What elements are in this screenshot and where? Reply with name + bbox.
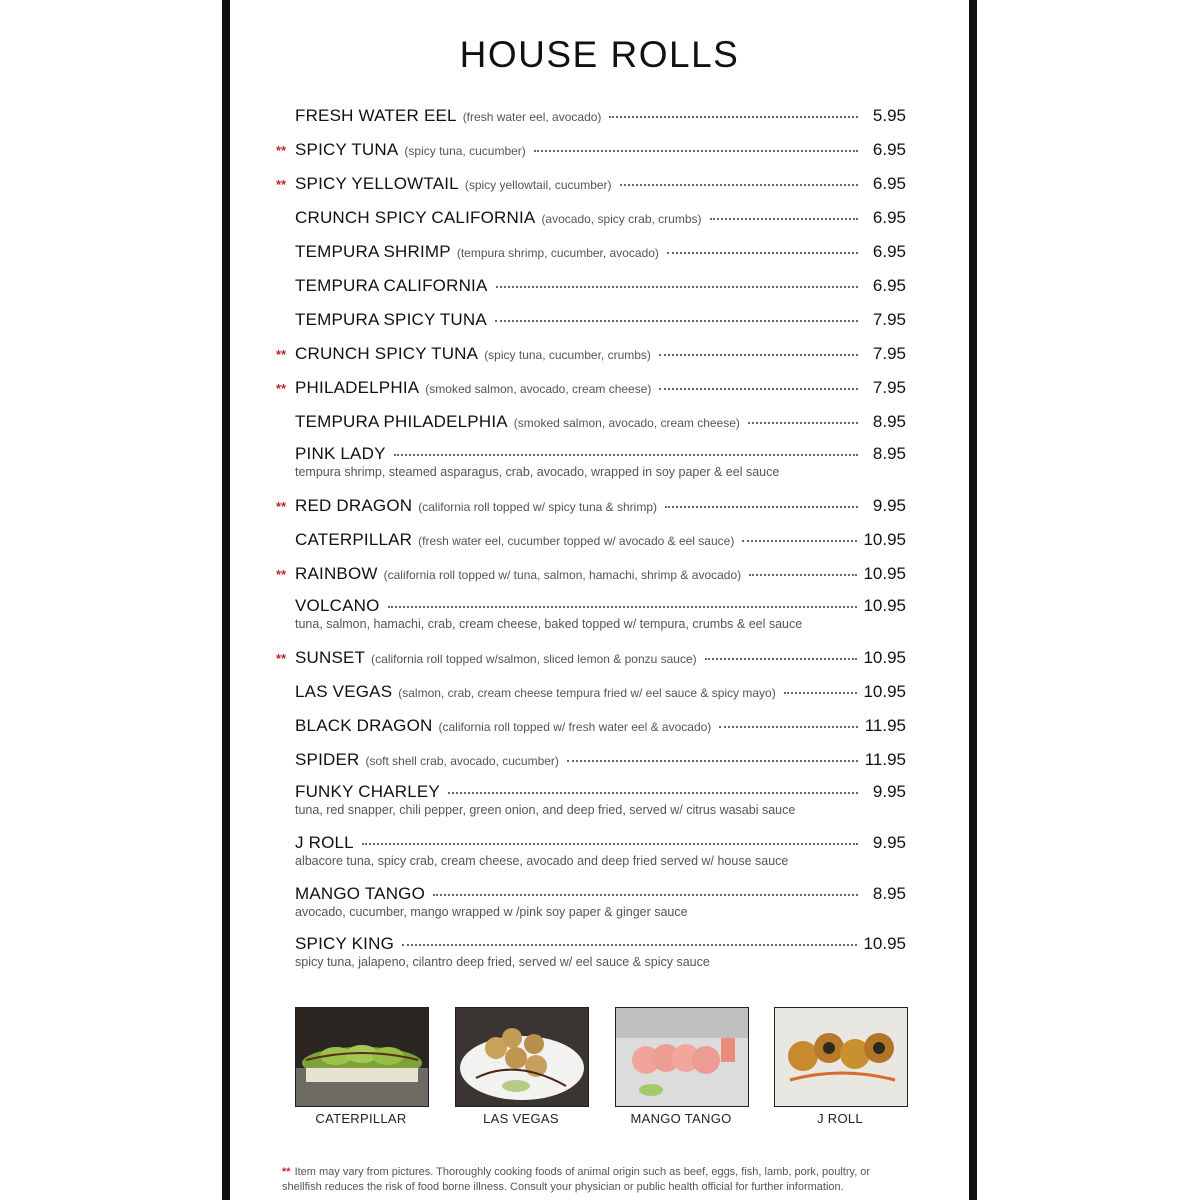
dot-leader: [710, 217, 859, 220]
menu-item-name: CATERPILLAR: [295, 530, 413, 549]
dot-leader: [448, 791, 858, 794]
menu-item-line: [276, 444, 906, 464]
menu-item-name: LAS VEGAS: [295, 682, 393, 701]
menu-item-price: 9.95: [872, 496, 906, 515]
photo-las-vegas: [455, 1007, 589, 1107]
menu-item-line: [276, 833, 906, 853]
menu-item: [276, 648, 906, 668]
menu-item-name: CRUNCH SPICY CALIFORNIA: [295, 208, 536, 227]
dot-leader: [394, 453, 858, 456]
menu-item-ingredients: (smoked salmon, avocado, cream cheese): [425, 382, 652, 396]
dot-leader: [620, 183, 858, 186]
menu-item-price: 7.95: [872, 310, 906, 329]
dot-leader: [402, 943, 857, 946]
menu-item-name: SUNSET: [295, 648, 366, 667]
spicy-marker: **: [276, 381, 287, 396]
dot-leader: [496, 285, 858, 288]
menu-item-name: TEMPURA PHILADELPHIA: [295, 412, 508, 431]
menu-item-line: [276, 682, 906, 702]
menu-item-price: 9.95: [872, 833, 906, 852]
dot-leader: [667, 251, 858, 254]
menu-item-line: [276, 412, 906, 432]
photo-caption: LAS VEGAS: [483, 1111, 559, 1126]
dot-leader: [495, 319, 858, 322]
menu-item-description: tuna, red snapper, chili pepper, green onion, and deep fried, served w/ citrus wasabi sauce: [295, 803, 796, 817]
footnote-stars: **: [282, 1166, 291, 1178]
menu-item: [276, 444, 906, 479]
menu-item: [276, 310, 906, 330]
menu-item: [276, 750, 906, 770]
menu-item-name: SPICY TUNA: [295, 140, 399, 159]
menu-item-ingredients: (soft shell crab, avocado, cucumber): [365, 754, 559, 768]
menu-item-price: 9.95: [872, 782, 906, 801]
menu-item-name: CRUNCH SPICY TUNA: [295, 344, 479, 363]
menu-item-line: [276, 716, 906, 736]
photo-mango-tango: [615, 1007, 749, 1107]
dot-leader: [659, 353, 858, 356]
menu-item-price: 8.95: [872, 884, 906, 903]
menu-item-ingredients: (california roll topped w/ fresh water eel & avocado): [438, 720, 712, 734]
menu-item-price: 11.95: [864, 750, 906, 769]
menu-border-right: [969, 0, 977, 1200]
menu-item-line: [276, 344, 906, 364]
spicy-marker: **: [276, 651, 287, 666]
menu-border-left: [222, 0, 230, 1200]
menu-item-price: 11.95: [864, 716, 906, 735]
menu-item: [276, 564, 906, 584]
menu-item-name: TEMPURA SPICY TUNA: [295, 310, 487, 329]
menu-item-price: 5.95: [872, 106, 906, 125]
menu-item: [276, 833, 906, 868]
menu-item-price: 8.95: [872, 412, 906, 431]
menu-item-ingredients: (spicy tuna, cucumber, crumbs): [484, 348, 651, 362]
menu-item-ingredients: (smoked salmon, avocado, cream cheese): [513, 416, 740, 430]
photo-caption: J ROLL: [817, 1111, 863, 1126]
menu-item-line: [276, 378, 906, 398]
menu-item-description: tempura shrimp, steamed asparagus, crab, avocado, wrapped in soy paper & eel sauce: [295, 465, 780, 479]
footnote: [282, 1165, 912, 1195]
menu-item-name: J ROLL: [295, 833, 354, 852]
menu-item: [276, 174, 906, 194]
menu-item-price: 6.95: [872, 242, 906, 261]
menu-item-name: BLACK DRAGON: [295, 716, 433, 735]
menu-item-description: tuna, salmon, hamachi, crab, cream cheese, baked topped w/ tempura, crumbs & eel sauce: [295, 617, 803, 631]
menu-item-name: PINK LADY: [295, 444, 386, 463]
menu-item-line: [276, 884, 906, 904]
dot-leader: [742, 539, 857, 542]
menu-item: [276, 140, 906, 160]
menu-item-price: 6.95: [872, 174, 906, 193]
spicy-marker: **: [276, 347, 287, 362]
page-title: HOUSE ROLLS: [459, 34, 740, 75]
menu-item-ingredients: (tempura shrimp, cucumber, avocado): [456, 246, 659, 260]
menu-item-line: [276, 750, 906, 770]
menu-item-price: 6.95: [872, 208, 906, 227]
menu-item-name: TEMPURA SHRIMP: [295, 242, 451, 261]
menu-item-name: MANGO TANGO: [295, 884, 426, 903]
menu-item-line: [276, 242, 906, 262]
menu-item-price: 10.95: [863, 682, 906, 701]
menu-item-line: [276, 530, 906, 550]
menu-item: [276, 782, 906, 817]
menu-item: [276, 242, 906, 262]
menu-item-description: spicy tuna, jalapeno, cilantro deep fried, served w/ eel sauce & spicy sauce: [295, 955, 710, 969]
photo-caterpillar: [295, 1007, 429, 1107]
menu-item-ingredients: (fresh water eel, avocado): [462, 110, 602, 124]
menu-item-description: avocado, cucumber, mango wrapped w /pink soy paper & ginger sauce: [295, 905, 688, 919]
menu-item-name: FUNKY CHARLEY: [295, 782, 440, 801]
menu-item-line: [276, 276, 906, 296]
menu-item: [276, 716, 906, 736]
menu-item-name: RED DRAGON: [295, 496, 413, 515]
menu-item-line: [276, 934, 906, 954]
menu-item-line: [276, 496, 906, 516]
menu-item: [276, 884, 906, 919]
menu-item-description: albacore tuna, spicy crab, cream cheese, avocado and deep fried served w/ house sauce: [295, 854, 789, 868]
menu-item-price: 10.95: [863, 564, 906, 583]
menu-item-ingredients: (salmon, crab, cream cheese tempura fried w/ eel sauce & spicy mayo): [398, 686, 776, 700]
menu-item-ingredients: (avocado, spicy crab, crumbs): [541, 212, 702, 226]
menu-item: [276, 934, 906, 969]
menu-item-name: TEMPURA CALIFORNIA: [295, 276, 488, 295]
menu-item-line: [276, 106, 906, 126]
dot-leader: [665, 505, 858, 508]
menu-item-price: 6.95: [872, 276, 906, 295]
menu-item-name: PHILADELPHIA: [295, 378, 420, 397]
menu-item: [276, 378, 906, 398]
menu-item-line: [276, 140, 906, 160]
menu-item-price: 10.95: [863, 530, 906, 549]
menu-item-price: 10.95: [863, 596, 906, 615]
menu-item-name: SPICY YELLOWTAIL: [295, 174, 459, 193]
spicy-marker: **: [276, 567, 287, 582]
menu-item-price: 7.95: [872, 344, 906, 363]
dot-leader: [567, 759, 858, 762]
menu-item-line: [276, 310, 906, 330]
dot-leader: [534, 149, 858, 152]
menu-item-name: RAINBOW: [295, 564, 378, 583]
dot-leader: [749, 573, 857, 576]
photo-j-roll: [774, 1007, 908, 1107]
dot-leader: [362, 842, 858, 845]
menu-item-name: FRESH WATER EEL: [295, 106, 457, 125]
dot-leader: [609, 115, 858, 118]
menu-item: [276, 412, 906, 432]
menu-item-price: 10.95: [863, 934, 906, 953]
menu-item: [276, 344, 906, 364]
menu-item: [276, 596, 906, 631]
menu-item-ingredients: (california roll topped w/salmon, sliced lemon & ponzu sauce): [371, 652, 697, 666]
menu-item-line: [276, 208, 906, 228]
menu-item-line: [276, 648, 906, 668]
menu-item-line: [276, 596, 906, 616]
spicy-marker: **: [276, 143, 287, 158]
dot-leader: [388, 605, 858, 608]
menu-item: [276, 106, 906, 126]
photo-caption: MANGO TANGO: [630, 1111, 732, 1126]
dot-leader: [433, 893, 858, 896]
footnote-text: Item may vary from pictures. Thoroughly cooking foods of animal origin such as beef, eggs, fish, lamb, pork, poultry, or shellfish reduces the risk of food borne illness. Consult your physician or public health official for further information.: [282, 1166, 871, 1193]
menu-item: [276, 208, 906, 228]
menu-item-line: [276, 174, 906, 194]
menu-item-ingredients: (spicy tuna, cucumber): [404, 144, 526, 158]
menu-item-name: SPIDER: [295, 750, 360, 769]
menu-item-ingredients: (california roll topped w/ tuna, salmon, hamachi, shrimp & avocado): [383, 568, 742, 582]
menu-item-price: 7.95: [872, 378, 906, 397]
menu-item-price: 8.95: [872, 444, 906, 463]
menu-item-name: SPICY KING: [295, 934, 394, 953]
photo-caption: CATERPILLAR: [315, 1111, 407, 1126]
menu-item-ingredients: (spicy yellowtail, cucumber): [464, 178, 612, 192]
menu-item: [276, 530, 906, 550]
menu-item-price: 10.95: [863, 648, 906, 667]
spicy-marker: **: [276, 177, 287, 192]
menu-item-ingredients: (california roll topped w/ spicy tuna & shrimp): [418, 500, 657, 514]
menu-item-name: VOLCANO: [295, 596, 380, 615]
menu-item: [276, 682, 906, 702]
spicy-marker: **: [276, 499, 287, 514]
menu-item-ingredients: (fresh water eel, cucumber topped w/ avocado & eel sauce): [418, 534, 735, 548]
menu-item: [276, 496, 906, 516]
dot-leader: [719, 725, 858, 728]
menu-item-price: 6.95: [872, 140, 906, 159]
dot-leader: [784, 691, 858, 694]
dot-leader: [659, 387, 858, 390]
dot-leader: [748, 421, 858, 424]
menu-item-line: [276, 564, 906, 584]
menu-item-line: [276, 782, 906, 802]
dot-leader: [705, 657, 858, 660]
menu-item: [276, 276, 906, 296]
